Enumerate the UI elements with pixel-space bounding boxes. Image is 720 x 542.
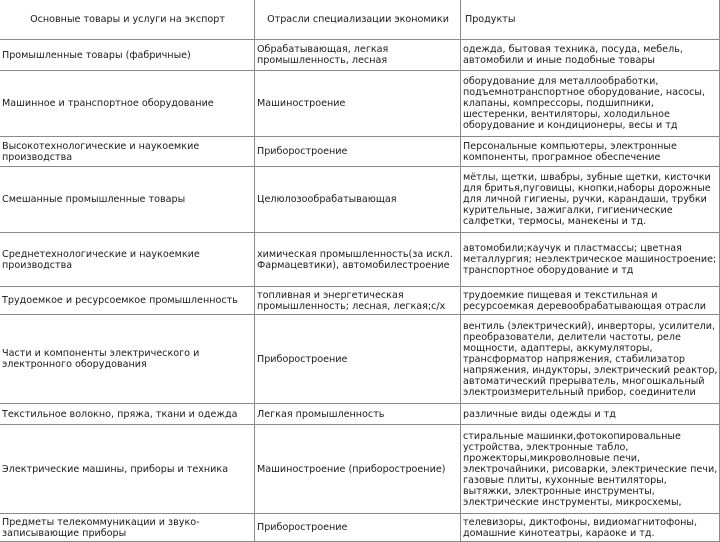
goods-cell: Текстильное волокно, пряжа, ткани и одежда (0, 404, 255, 425)
header-row (0, 0, 720, 40)
sectors-cell: Приборостроение (255, 137, 461, 167)
table-row (0, 315, 720, 404)
goods-cell: Промышленные товары (фабричные) (0, 40, 255, 71)
products-cell: оборудование для металлообработки, подъемнотранспортное оборудование, насосы, клапаны, компрессоры, подшипники, шестеренки, вентиляторы, холодильное оборудование и кондиционеры, весы и тд (461, 71, 720, 137)
sectors-cell: Обрабатывающая, легкая промышленность, лесная (255, 40, 461, 71)
sectors-cell: Приборостроение (255, 315, 461, 404)
products-cell: трудоемкие пищевая и текстильная и ресурсоемкая деревообрабатывающая отрасли (461, 287, 720, 315)
goods-cell: Машинное и транспортное оборудование (0, 71, 255, 137)
goods-cell: Предметы телекоммуникации и звуко-записывающие приборы (0, 514, 255, 542)
sectors-cell: Приборостроение (255, 514, 461, 542)
goods-cell: Высокотехнологические и наукоемкие производства (0, 137, 255, 167)
sectors-cell: Машиностроение (255, 71, 461, 137)
products-cell: стиральные машинки,фотокопировальные устройства, электронные табло, прожекторы,микроволновые печи, электрочайники, рисоварки, электрические печи, газовые плиты, кухонные вентиляторы, вытяжки, электронные инструменты, электрические инструменты, микросхемы, (461, 425, 720, 514)
table-row (0, 514, 720, 542)
products-cell: различные виды одежды и тд (461, 404, 720, 425)
table-row (0, 287, 720, 315)
header-products: Продукты (461, 0, 720, 40)
products-cell: вентиль (электрический), инверторы, усилители, преобразователи, делители частоты, реле мощности, адаптеры, аккумуляторы, трансформатор напряжения, стабилизатор напряжения, индукторы, электрический реактор, автоматический прерыватель, многошкальный электроизмерительный прибор, соединители (461, 315, 720, 404)
goods-cell: Электрические машины, приборы и техника (0, 425, 255, 514)
table-row (0, 71, 720, 137)
sectors-cell: химическая промышленность(за искл. Фармацевтики), автомобилестроение (255, 233, 461, 287)
goods-cell: Смешанные промышленные товары (0, 167, 255, 233)
sectors-cell: Легкая промышленность (255, 404, 461, 425)
table-row (0, 425, 720, 514)
header-sectors: Отрасли специализации экономики (255, 0, 461, 40)
products-cell: телевизоры, диктофоны, видиомагнитофоны, домашние кинотеатры, караоке и тд. (461, 514, 720, 542)
goods-cell: Трудоемкое и ресурсоемкое промышленность (0, 287, 255, 315)
goods-cell: Части и компоненты электрического и электронного оборудования (0, 315, 255, 404)
sectors-cell: топливная и энергетическая промышленность; лесная, легкая;с/х (255, 287, 461, 315)
table-row (0, 167, 720, 233)
table-row (0, 137, 720, 167)
products-cell: одежда, бытовая техника, посуда, мебель, автомобили и иные подобные товары (461, 40, 720, 71)
table-row (0, 233, 720, 287)
table-row (0, 40, 720, 71)
sectors-cell: Машиностроение (приборостроение) (255, 425, 461, 514)
products-cell: мётлы, щетки, швабры, зубные щетки, кисточки для бритья,пуговицы, кнопки,наборы дорожные для личной гигиены, ручки, карандаши, трубки курительные, зажигалки, гигиенические салфетки, термосы, манекены и тд. (461, 167, 720, 233)
products-cell: Персональные компьютеры, электронные компоненты, програмное обеспечение (461, 137, 720, 167)
goods-cell: Среднетехнологические и наукоемкие производства (0, 233, 255, 287)
sectors-cell: Целюлозообрабатывающая (255, 167, 461, 233)
header-goods: Основные товары и услуги на экспорт (0, 0, 255, 40)
table-row (0, 404, 720, 425)
products-cell: автомобили;каучук и пластмассы; цветная металлургия; неэлектрическое машиностроение; транспортное оборудование и тд (461, 233, 720, 287)
